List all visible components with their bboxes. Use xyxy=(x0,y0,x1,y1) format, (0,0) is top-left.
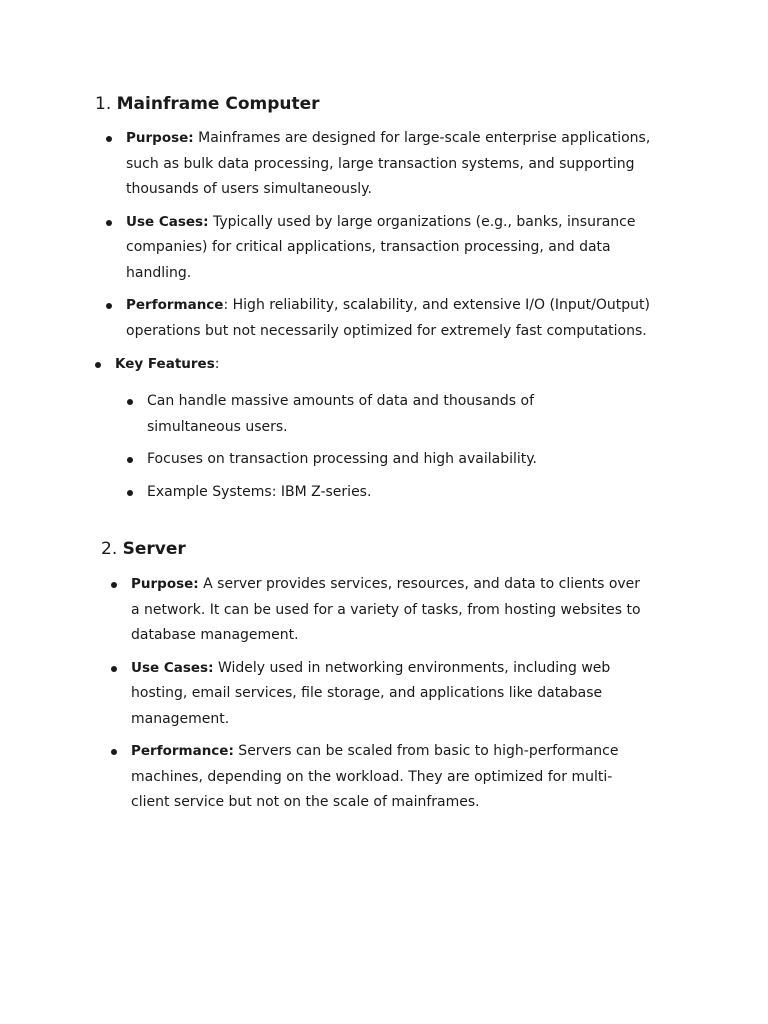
item-text: : xyxy=(214,356,220,372)
section-title: Server xyxy=(122,539,186,559)
section-heading-mainframe xyxy=(95,92,320,116)
item-label: Key Features xyxy=(115,356,215,372)
item-label: Purpose: xyxy=(131,576,199,592)
item-text: Typically used by large organizations (e.g., banks, insurance companies) for critical applications, transaction processing, and data handling. xyxy=(126,213,636,281)
list-item-key-features xyxy=(89,352,649,378)
section-heading-server xyxy=(101,537,186,561)
sublist-item xyxy=(121,447,631,473)
item-text: Mainframes are designed for large-scale enterprise applications, such as bulk data processing, large transaction systems, and supporting thousands of users simultaneously. xyxy=(126,130,651,197)
item-label: Use Cases: xyxy=(126,213,209,230)
mainframe-details-list xyxy=(100,126,660,344)
item-label: Purpose: xyxy=(126,130,194,146)
list-item-use-cases xyxy=(100,210,660,287)
list-item-performance xyxy=(100,293,660,344)
item-label: Performance: xyxy=(131,743,234,759)
list-item-purpose xyxy=(105,572,650,649)
item-text: A server provides services, resources, and data to clients over a network. It can be used for a variety of tasks, from hosting websites to database management. xyxy=(131,576,641,643)
section-number: 1. xyxy=(95,94,112,114)
item-text: Can handle massive amounts of data and thousands of simultaneous users. xyxy=(147,393,535,435)
item-label: Use Cases: xyxy=(131,659,214,676)
sublist-item xyxy=(121,389,631,440)
server-details-list xyxy=(105,572,650,816)
sublist-item xyxy=(121,480,631,506)
item-text: Widely used in networking environments, including web hosting, email services, file storage, and applications like database management. xyxy=(131,659,611,727)
list-item-purpose xyxy=(100,126,660,203)
item-text: : High reliability, scalability, and extensive I/O (Input/Output) operations but not necessarily optimized for extremely fast computations. xyxy=(126,297,650,339)
item-text: Servers can be scaled from basic to high-performance machines, depending on the workload. They are optimized for multi-client service but not on the scale of mainframes. xyxy=(131,743,619,810)
list-item-use-cases xyxy=(105,656,650,733)
key-features-sublist xyxy=(121,389,631,505)
item-label: Performance xyxy=(126,297,224,313)
item-text: Focuses on transaction processing and high availability. xyxy=(147,451,538,467)
section-title: Mainframe Computer xyxy=(116,94,320,114)
section-number: 2. xyxy=(101,539,118,559)
key-features-list xyxy=(89,352,649,378)
item-text: Example Systems: IBM Z-series. xyxy=(147,483,372,500)
list-item-performance xyxy=(105,739,650,816)
